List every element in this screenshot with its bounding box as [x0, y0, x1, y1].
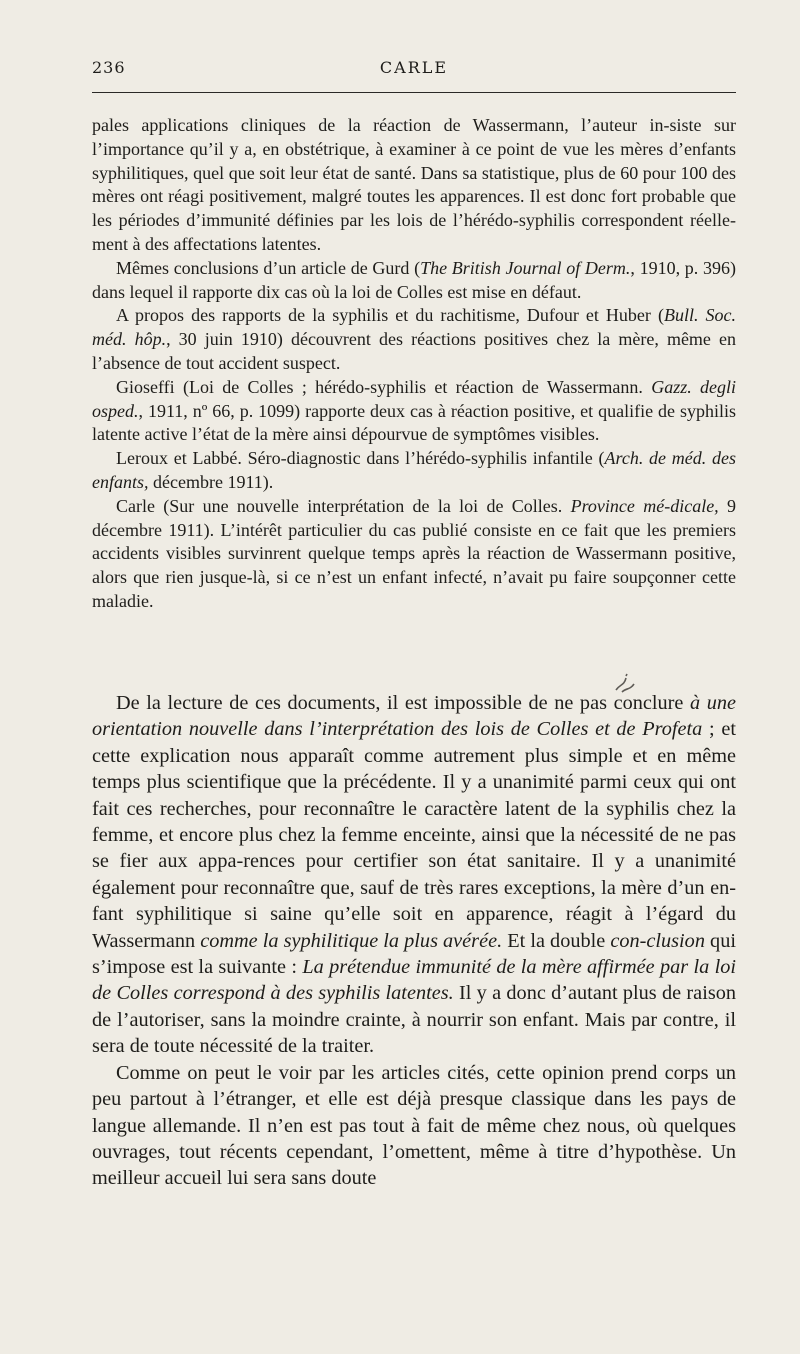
- page-number: 236: [92, 58, 126, 77]
- running-title: CARLE: [379, 58, 449, 77]
- text-run: Mêmes conclusions d’un article de Gurd (: [116, 257, 421, 278]
- text-run: , 30 juin 1910) découvrent des réactions positives chez la mère, même en l’absence de tout accident suspect.: [92, 329, 737, 373]
- italic-text: La prétendue immunité de la mère affirmée par la loi de Colles correspond à des syphilis latentes.: [92, 956, 736, 1005]
- text-run: Il y a donc d’autant plus de raison de l’autoriser, sans la moindre crainte, à nourrir son enfant. Mais par contre, il sera de toute nécessité de la traiter.: [92, 982, 736, 1058]
- italic-text: Province mé-dicale,: [570, 495, 719, 516]
- italic-text: Arch. de méd. des enfants,: [92, 448, 736, 492]
- italic-text: comme la syphilitique la plus avérée.: [200, 929, 503, 952]
- paragraph: [92, 690, 736, 1060]
- paragraph: [92, 257, 736, 305]
- text-run: Comme on peut le voir par les articles cités, cette opinion prend corps un peu partout à l’étranger, et elle est déjà presque classique dans les pays de langue allemande. Il n’en est pas tout à fait de même chez nous, où quelques ouvrages, tout récents cependant, l’omettent, même à titre d’hypothèse. Un meilleur accueil lui sera sans doute: [92, 1061, 736, 1190]
- paragraph: [92, 376, 736, 447]
- text-run: Gioseffi (Loi de Colles ; hérédo-syphilis et réaction de Wassermann.: [116, 376, 652, 397]
- text-run: qui s’impose est la suivante :: [92, 929, 736, 979]
- header-rule: [92, 92, 736, 93]
- paragraph: [92, 304, 736, 375]
- page-header: [92, 58, 736, 82]
- italic-text: The British Journal of Derm.: [420, 257, 631, 278]
- text-run: 9 décembre 1911). L’intérêt particulier du cas publié consiste en ce fait que les premiers accidents visibles survinrent quelque temps après la réaction de Wassermann positive, alors que rien jusque-là, si ce n’est un enfant infecté, n’avait pu faire soupçonner cette maladie.: [92, 495, 737, 611]
- text-run: ; et cette explication nous apparaît comme autrement plus simple et en même temps plus scientifique que la précédente. Il y a unanimité parmi ceux qui ont fait ces recherches, pour reconnaître le caractère latent de la syphilis chez la femme, et encore plus chez la femme enceinte, ainsi que la nécessité de ne pas se fier aux appa-rences pour certifier son état sanitaire. Il y a unanimité également pour reconnaître que, sauf de très rares exceptions, la mère d’un en-fant syphilitique si saine qu’elle soit en apparence, réagit à l’égard du Wassermann: [92, 718, 736, 952]
- conclusion-block: [92, 690, 736, 1192]
- text-run: , 1911, nº 66, p. 1099) rapporte deux cas à réaction positive, et qualifie de syphilis latente active l’état de la mère ainsi dépourvue de symptômes visibles.: [92, 400, 736, 445]
- text-run: Et la double: [502, 929, 611, 952]
- paragraph: [92, 114, 736, 257]
- text-run: De la lecture de ces documents, il est impossible de ne pas conclure: [116, 692, 690, 714]
- italic-text: Gazz. degli osped.: [92, 376, 736, 421]
- paragraph: [92, 1060, 736, 1192]
- italic-text: à une orientation nouvelle dans l’interprétation des lois de Colles et de Profeta: [92, 692, 737, 741]
- text-run: A propos des rapports de la syphilis et du rachitisme, Dufour et Huber (: [116, 305, 664, 326]
- paragraph: [92, 495, 736, 614]
- text-run: pales applications cliniques de la réaction de Wassermann, l’auteur in-siste sur l’importance qu’il y a, en obstétrique, à examiner à ce point de vue les mères d’enfants syphilitiques, quel que soit leur état de santé. Dans sa statistique, plus de 60 pour 100 des mères ont réagi positivement, malgré toutes les apparences. Il est donc fort probable que les périodes d’immunité définies par les lois de l’hérédo-syphilis correspondent réelle-ment à des affectations latentes.: [92, 115, 736, 254]
- citations-block: [92, 114, 736, 614]
- text-run: décembre 1911).: [148, 471, 274, 492]
- text-run: Carle (Sur une nouvelle interprétation de la loi de Colles.: [116, 495, 571, 516]
- italic-text: Bull. Soc. méd. hôp.: [92, 305, 736, 350]
- paragraph: [92, 447, 736, 495]
- text-run: Leroux et Labbé. Séro-diagnostic dans l’hérédo-syphilis infantile (: [116, 448, 605, 469]
- text-run: , 1910, p. 396) dans lequel il rapporte dix cas où la loi de Colles est mise en défaut.: [92, 257, 736, 302]
- italic-text: con-clusion: [610, 929, 705, 952]
